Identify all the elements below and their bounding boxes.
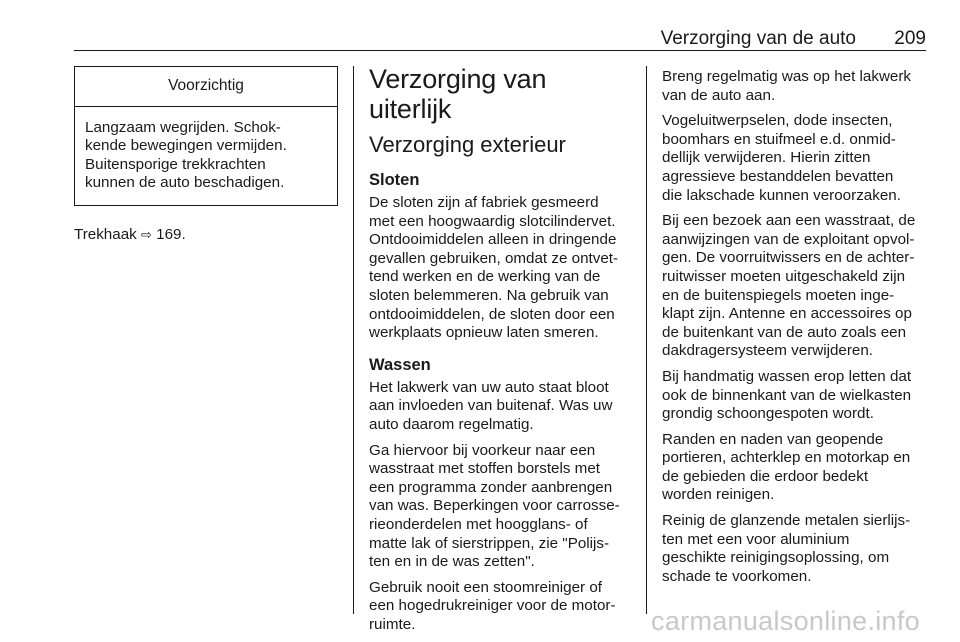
towbar-reference xyxy=(74,226,338,245)
text-line: een programma zonder aanbrengen xyxy=(369,478,613,496)
caution-line: kende bewegingen vermijden. xyxy=(85,137,287,155)
caution-line: kunnen de auto beschadigen. xyxy=(85,174,285,192)
text-line: grondig schoongespoten wordt. xyxy=(662,405,874,423)
text-line: Gebruik nooit een stoomreiniger of xyxy=(369,578,603,596)
chapter-title: Verzorging van de auto xyxy=(660,28,856,49)
left-column xyxy=(74,66,338,252)
text-line: die lakschade kunnen veroorzaken. xyxy=(662,186,901,204)
text-line: boomhars en stuifmeel e.d. onmid- xyxy=(662,130,896,148)
text-line: van de auto aan. xyxy=(662,86,776,104)
caution-line: Buitensporige trekkrachten xyxy=(85,155,266,173)
towbar-link[interactable] xyxy=(74,226,338,245)
caution-line: Langzaam wegrijden. Schok- xyxy=(85,118,281,136)
towbar-page: 169. xyxy=(156,225,186,243)
text-line: Vogeluitwerpselen, dode insecten, xyxy=(662,112,893,130)
wash-paragraph-1 xyxy=(369,379,635,435)
wash-paragraph-2 xyxy=(369,442,635,572)
text-line: rieonderdelen met hoogglans- of xyxy=(369,515,588,533)
text-line: ruitwisser moeten uitgeschakeld zijn xyxy=(662,267,906,285)
right-paragraph-2 xyxy=(662,112,930,205)
text-line: ontdooimiddelen, de sloten door een xyxy=(369,305,615,323)
watermark: carmanualsonline.info xyxy=(651,606,920,636)
text-line: Het lakwerk van uw auto staat bloot xyxy=(369,378,609,396)
subsection-heading: Verzorging exterieur xyxy=(369,132,566,157)
middle-column xyxy=(369,64,635,641)
text-line: met een hoogwaardig slotcilindervet. xyxy=(369,212,616,230)
text-line: auto daarom regelmatig. xyxy=(369,415,534,433)
text-line: Breng regelmatig was op het lakwerk xyxy=(662,68,912,85)
page-number: 209 xyxy=(894,28,926,49)
text-line: en de buitenspiegels moeten inge- xyxy=(662,286,895,304)
text-line: Bij een bezoek aan een wasstraat, de xyxy=(662,212,916,230)
text-line: klapt zijn. Antenne en accessoires op xyxy=(662,305,912,323)
text-line: Bij handmatig wassen erop letten dat xyxy=(662,367,912,385)
right-paragraph-6 xyxy=(662,512,930,586)
text-line: agressieve bestanddelen bevatten xyxy=(662,167,894,185)
right-paragraph-1 xyxy=(662,68,930,105)
page-header xyxy=(74,26,926,51)
locks-heading: Sloten xyxy=(369,171,420,189)
caution-box xyxy=(74,66,338,206)
text-line: Randen en naden van geopende xyxy=(662,430,884,448)
text-line: De sloten zijn af fabriek gesmeerd xyxy=(369,194,599,211)
text-line: werkplaats opnieuw laten smeren. xyxy=(369,324,599,342)
caution-title: Voorzichtig xyxy=(75,67,337,107)
text-line: een hogedrukreiniger voor de motor- xyxy=(369,597,616,615)
text-line: portieren, achterklep en motorkap en xyxy=(662,449,911,467)
text-line: de buitenkant van de auto zoals een xyxy=(662,323,907,341)
right-column xyxy=(662,68,930,593)
caution-text xyxy=(75,107,337,205)
text-line: sloten belemmeren. Na gebruik van xyxy=(369,286,609,304)
text-line: gevallen gebruiken, omdat ze ontvet- xyxy=(369,249,619,267)
right-paragraph-3 xyxy=(662,212,930,361)
arrow-right-icon: ⇨ xyxy=(140,226,152,242)
towbar-text: Trekhaak xyxy=(74,225,137,243)
text-line: wasstraat met stoffen borstels met xyxy=(369,460,601,478)
text-line: ook de binnenkant van de wielkasten xyxy=(662,386,912,404)
text-line: de gebieden die erdoor bedekt xyxy=(662,467,869,485)
text-line: gen. De voorruitwissers en de achter- xyxy=(662,249,915,267)
text-line: aanwijzingen van de exploitant opvol- xyxy=(662,230,915,248)
wash-paragraph-3 xyxy=(369,579,635,635)
text-line: geschikte reinigingsoplossing, om xyxy=(662,549,890,567)
text-line: Ontdooimiddelen alleen in dringende xyxy=(369,231,617,249)
text-line: van was. Beperkingen voor carrosse- xyxy=(369,497,620,515)
text-line: dakdragersysteem verwijderen. xyxy=(662,342,874,360)
text-line: worden reinigen. xyxy=(662,486,775,504)
text-line: ruimte. xyxy=(369,615,416,633)
right-paragraph-4 xyxy=(662,368,930,424)
text-line: matte lak of sierstrippen, zie "Polijs- xyxy=(369,534,610,552)
text-line: Reinig de glanzende metalen sierlijs- xyxy=(662,512,911,530)
column-divider-1 xyxy=(353,66,354,614)
right-paragraph-5 xyxy=(662,431,930,505)
locks-paragraph xyxy=(369,194,635,343)
text-line: dellijk verwijderen. Hierin zitten xyxy=(662,149,871,167)
section-heading: Verzorging van uiterlijk xyxy=(369,64,547,124)
text-line: aan invloeden van buitenaf. Was uw xyxy=(369,397,613,415)
text-line: Ga hiervoor bij voorkeur naar een xyxy=(369,441,596,459)
text-line: ten met een voor aluminium xyxy=(662,530,850,548)
wash-heading: Wassen xyxy=(369,355,431,374)
text-line: tend werken en de werking van de xyxy=(369,268,601,286)
column-divider-2 xyxy=(646,66,647,614)
text-line: ten en in de was zetten". xyxy=(369,553,535,571)
text-line: schade te voorkomen. xyxy=(662,567,812,585)
